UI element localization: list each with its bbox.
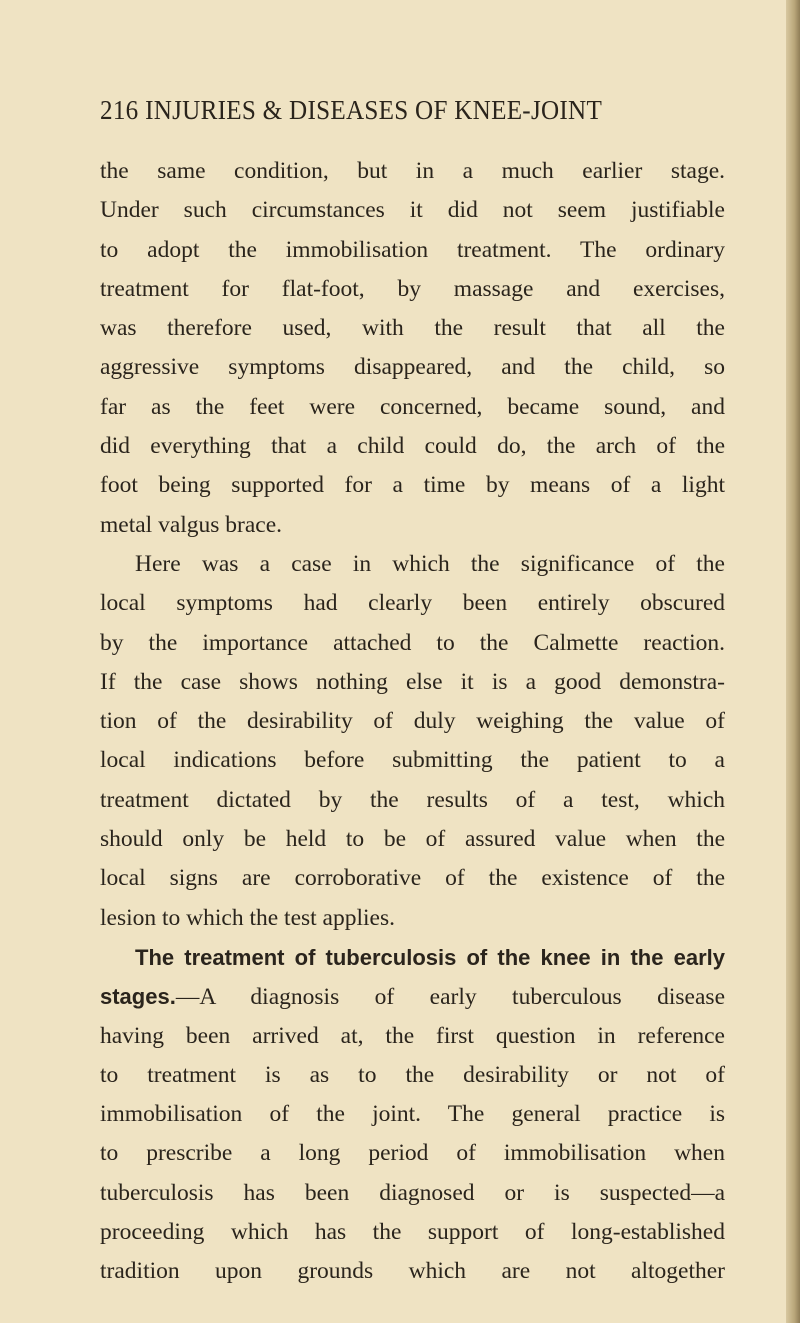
text-line: tion of the desirability of duly weighing the value of (100, 708, 725, 735)
text-line: If the case shows nothing else it is a good demonstra- (100, 668, 725, 695)
text-line: local signs are corroborative of the existence of the (100, 865, 725, 892)
text-run: —A diagnosis of early tuberculous disease (175, 984, 725, 1011)
text-line: by the importance attached to the Calmette reaction. (100, 629, 725, 656)
text-line: metal valgus brace. (100, 511, 283, 538)
section-heading-end: stages. (100, 984, 176, 1010)
text-line: did everything that a child could do, the arch of the (100, 433, 725, 460)
running-header (100, 95, 602, 126)
text-line: the same condition, but in a much earlier stage. (100, 158, 725, 184)
text-line: should only be held to be of assured value when the (100, 826, 725, 853)
text-line: proceeding which has the support of long-established (100, 1219, 725, 1246)
text-line: lesion to which the test applies. (100, 904, 396, 931)
body-text (100, 152, 725, 1292)
text-line: tradition upon grounds which are not altogether (100, 1258, 725, 1285)
running-title: INJURIES & DISEASES OF KNEE-JOINT (145, 95, 603, 125)
text-line: far as the feet were concerned, became sound, and (100, 393, 725, 420)
text-line: to adopt the immobilisation treatment. The ordinary (100, 236, 725, 263)
text-line: immobilisation of the joint. The general practice is (100, 1101, 725, 1128)
text-line: Under such circumstances it did not seem justifiable (100, 197, 725, 224)
page-edge (786, 0, 800, 1323)
text-line: treatment for flat-foot, by massage and exercises, (100, 275, 725, 302)
text-line: was therefore used, with the result that all the (100, 315, 725, 342)
text-line: local symptoms had clearly been entirely obscured (100, 590, 725, 617)
text-line (100, 977, 725, 1016)
text-line: to treatment is as to the desirability or not of (100, 1061, 725, 1088)
text-line: to prescribe a long period of immobilisation when (100, 1140, 725, 1167)
text-line: treatment dictated by the results of a test, which (100, 786, 725, 813)
text-line: having been arrived at, the first question in reference (100, 1022, 725, 1049)
section-heading: The treatment of tuberculosis of the knee in the early (135, 944, 725, 970)
text-line: aggressive symptoms disappeared, and the child, so (100, 354, 725, 381)
page-number: 216 (100, 95, 139, 125)
text-line: local indications before submitting the patient to a (100, 747, 725, 774)
text-line: Here was a case in which the significance of the (135, 550, 725, 577)
text-line: tuberculosis has been diagnosed or is suspected—a (100, 1179, 725, 1206)
text-line: foot being supported for a time by means of a light (100, 472, 725, 499)
